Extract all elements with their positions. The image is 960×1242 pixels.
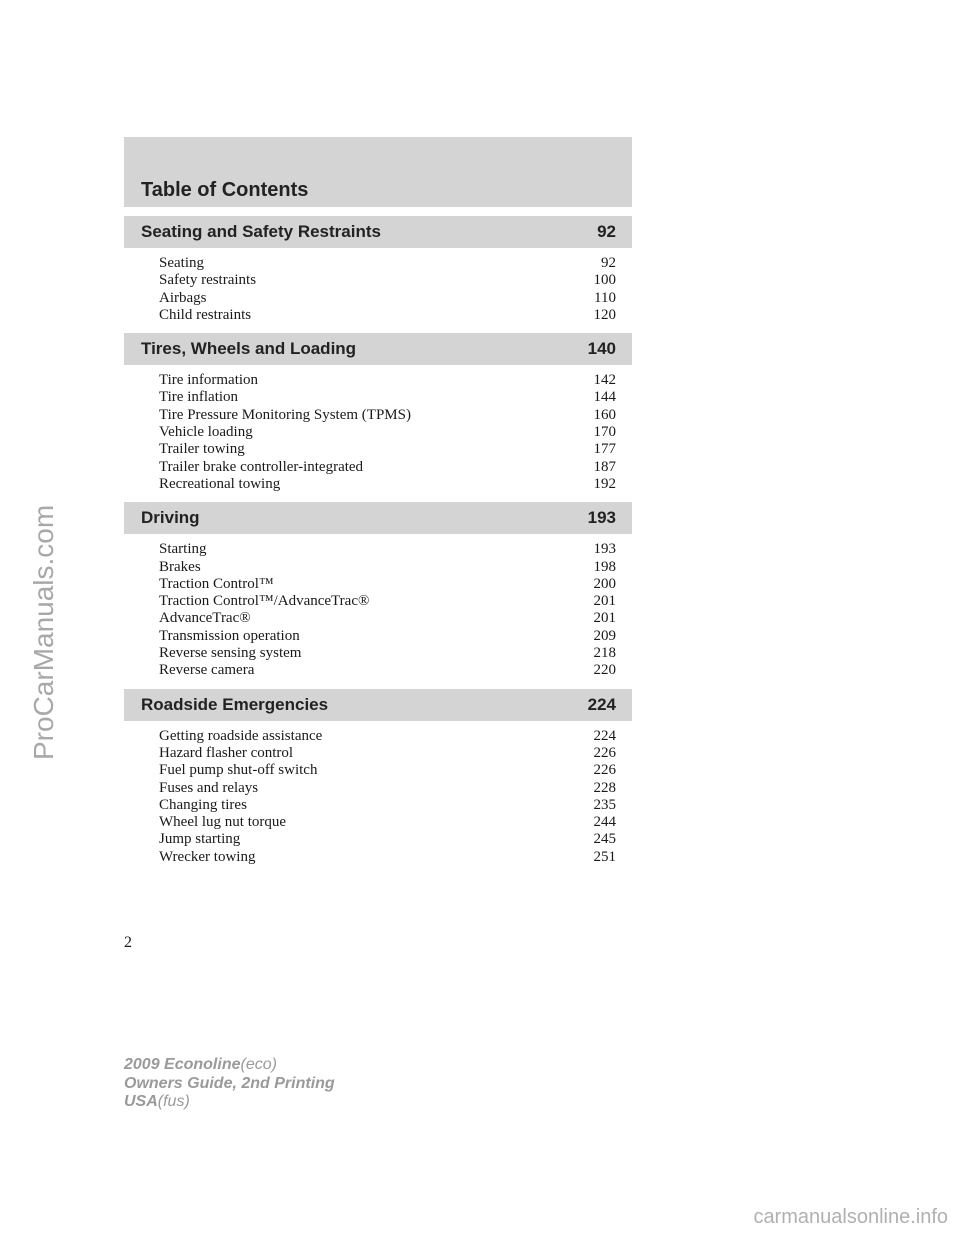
section-page: 140 xyxy=(587,339,616,359)
toc-entry[interactable] xyxy=(159,307,616,324)
footer-line-3 xyxy=(124,1093,335,1112)
toc-entry-page: 244 xyxy=(593,814,616,831)
section-title: Seating and Safety Restraints xyxy=(141,222,381,241)
toc-entry-label: Tire inflation xyxy=(159,389,239,406)
toc-entry-label: Tire information xyxy=(159,372,259,389)
toc-entry-label: Safety restraints xyxy=(159,272,257,289)
toc-entry-label: Transmission operation xyxy=(159,627,300,644)
section-items xyxy=(124,721,632,866)
toc-entry-page: 224 xyxy=(593,727,616,744)
footer xyxy=(124,1056,335,1112)
toc-entry[interactable] xyxy=(159,372,616,389)
toc-entry[interactable] xyxy=(159,476,616,493)
toc-entry-label: Seating xyxy=(159,255,204,271)
section-title: Roadside Emergencies xyxy=(141,694,329,714)
section-header[interactable] xyxy=(124,333,632,365)
toc-entry-page: 160 xyxy=(593,406,616,423)
toc-entry-label: Traction Control™ xyxy=(159,575,274,592)
toc-entry-page: 100 xyxy=(593,272,616,289)
toc-entry[interactable] xyxy=(159,272,616,289)
section-page: 193 xyxy=(587,508,616,528)
footer-market: USA xyxy=(124,1093,158,1110)
toc-entry-label: Vehicle loading xyxy=(159,424,253,441)
toc-entry[interactable] xyxy=(159,662,616,679)
toc-entry-label: Starting xyxy=(159,541,207,558)
toc-entry[interactable] xyxy=(159,407,616,424)
footer-line-1 xyxy=(124,1056,335,1075)
toc-entry-label: Hazard flasher control xyxy=(159,744,294,761)
section-header[interactable] xyxy=(124,216,632,248)
page-number: 2 xyxy=(124,934,132,951)
toc-entry[interactable] xyxy=(159,389,616,406)
toc-entry-page: 228 xyxy=(593,779,616,796)
toc-entry-page: 198 xyxy=(593,558,616,575)
section-page: 92 xyxy=(597,222,616,241)
toc-entry[interactable] xyxy=(159,797,616,814)
toc-entry[interactable] xyxy=(159,814,616,831)
toc-entry[interactable] xyxy=(159,424,616,441)
toc-entry[interactable] xyxy=(159,645,616,662)
toc-entry-label: Child restraints xyxy=(159,306,252,323)
toc-entry-page: 110 xyxy=(594,289,616,306)
section-page: 224 xyxy=(587,694,616,714)
section-header[interactable] xyxy=(124,689,632,721)
toc-entry-page: 235 xyxy=(593,796,616,813)
section-items xyxy=(124,248,632,324)
toc-header xyxy=(124,137,632,207)
toc-title: Table of Contents xyxy=(141,179,309,201)
toc-entry-label: Reverse camera xyxy=(159,662,255,679)
section-title: Tires, Wheels and Loading xyxy=(141,339,357,359)
table-of-contents xyxy=(124,137,632,866)
toc-entry-page: 144 xyxy=(593,389,616,406)
toc-entry[interactable] xyxy=(159,459,616,476)
toc-entry[interactable] xyxy=(159,831,616,848)
toc-entry[interactable] xyxy=(159,290,616,307)
toc-entry-label: Getting roadside assistance xyxy=(159,727,323,744)
toc-entry-page: 226 xyxy=(593,744,616,761)
site-watermark: carmanualsonline.info xyxy=(753,1206,948,1228)
footer-line-2: Owners Guide, 2nd Printing xyxy=(124,1074,335,1092)
toc-entry-label: Reverse sensing system xyxy=(159,645,302,662)
toc-entry-page: 220 xyxy=(593,662,616,679)
toc-entry-page: 245 xyxy=(593,831,616,848)
toc-entry[interactable] xyxy=(159,628,616,645)
toc-entry-page: 200 xyxy=(593,575,616,592)
toc-entry[interactable] xyxy=(159,610,616,627)
footer-model-code: (eco) xyxy=(240,1056,277,1073)
toc-entry-label: Changing tires xyxy=(159,796,247,813)
toc-entry[interactable] xyxy=(159,780,616,797)
toc-entry[interactable] xyxy=(159,541,616,558)
toc-entry-page: 120 xyxy=(593,306,616,323)
section-title: Driving xyxy=(141,508,200,528)
toc-entry-page: 209 xyxy=(593,627,616,644)
toc-entry[interactable] xyxy=(159,745,616,762)
toc-entry-page: 142 xyxy=(593,372,616,389)
toc-entry-page: 251 xyxy=(593,848,616,865)
footer-market-code: (fus) xyxy=(157,1093,190,1110)
toc-entry-label: Traction Control™/AdvanceTrac® xyxy=(159,593,370,610)
toc-entry[interactable] xyxy=(159,849,616,866)
toc-entry[interactable] xyxy=(159,762,616,779)
toc-entry[interactable] xyxy=(159,441,616,458)
side-watermark: ProCarManuals.com xyxy=(28,504,59,760)
toc-entry-label: Airbags xyxy=(159,289,207,306)
toc-entry-label: Wrecker towing xyxy=(159,848,256,865)
toc-entry-page: 226 xyxy=(593,762,616,779)
footer-model: 2009 Econoline xyxy=(124,1056,241,1073)
section-items xyxy=(124,534,632,679)
toc-entry-page: 193 xyxy=(593,541,616,558)
toc-entry-label: Jump starting xyxy=(159,831,241,848)
toc-entry-page: 192 xyxy=(593,475,616,492)
toc-entry-label: Fuses and relays xyxy=(159,779,259,796)
toc-entry-page: 187 xyxy=(593,458,616,475)
toc-entry[interactable] xyxy=(159,593,616,610)
toc-entry-label: Trailer towing xyxy=(159,441,245,458)
toc-entry[interactable] xyxy=(159,255,616,272)
toc-entry-page: 201 xyxy=(593,593,616,610)
toc-entry[interactable] xyxy=(159,559,616,576)
toc-entry-label: Wheel lug nut torque xyxy=(159,814,287,831)
section-header[interactable] xyxy=(124,502,632,534)
toc-entry[interactable] xyxy=(159,728,616,745)
toc-entry[interactable] xyxy=(159,576,616,593)
toc-entry-label: AdvanceTrac® xyxy=(159,610,251,627)
section-items xyxy=(124,365,632,493)
toc-entry-page: 218 xyxy=(593,645,616,662)
toc-entry-page: 92 xyxy=(601,255,616,271)
toc-entry-page: 170 xyxy=(593,424,616,441)
toc-entry-label: Tire Pressure Monitoring System (TPMS) xyxy=(159,406,411,423)
toc-entry-page: 201 xyxy=(593,610,616,627)
toc-entry-label: Fuel pump shut-off switch xyxy=(159,762,318,779)
toc-entry-label: Recreational towing xyxy=(159,475,281,492)
toc-entry-label: Brakes xyxy=(159,558,201,575)
toc-entry-page: 177 xyxy=(593,441,616,458)
toc-sections xyxy=(124,216,632,866)
toc-entry-label: Trailer brake controller-integrated xyxy=(159,458,364,475)
